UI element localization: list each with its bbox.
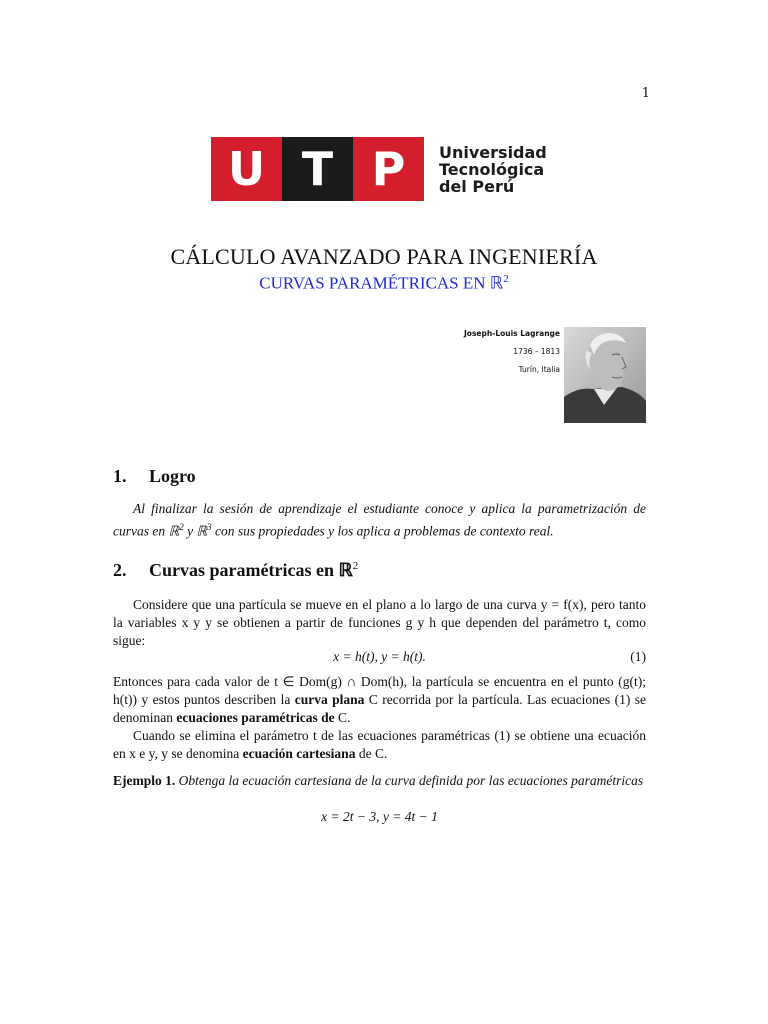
section-2-heading [113,560,358,581]
parametric-paragraph [113,673,646,727]
cart-text-b: ecuación cartesiana [242,746,356,761]
cart-text-a: Cuando se elimina el parámetro t de las ecuaciones paramétricas (1) se obtiene una ecuación en x e y, y se denomina [113,728,646,761]
section-1-title: Logro [149,466,196,486]
cartesian-paragraph [113,727,646,763]
logo-line-3: del Perú [439,176,515,196]
logo-line-1: Universidad [439,142,547,162]
logo-letter-t: T [282,137,353,201]
intro-paragraph: Considere que una partícula se mueve en el plano a lo largo de una curva y = f(x), pero tanto la variables x y y se obtienen a partir de funciones g y h que dependen del parámetro t, como sigue: [113,597,646,648]
logo-letter-p: P [353,137,424,201]
goal-paragraph [113,500,646,541]
example-1-paragraph [113,772,646,790]
param-text-d: ecuaciones paramétricas de [176,710,335,725]
lagrange-portrait-image [564,327,646,423]
param-text-c: C recorrida por la partícula. Las ecuaciones (1) se denominan [113,692,646,725]
portrait-name: Joseph-Louis Lagrange [464,329,560,338]
cart-text-c: de C. [355,746,388,761]
param-text-e: C. [334,710,351,725]
portrait-place: Turín, Italia [518,365,560,374]
document-subtitle [0,273,768,294]
subtitle-text: CURVAS PARAMÉTRICAS EN ℝ [259,273,504,293]
param-text-b: curva plana [294,692,365,707]
portrait-caption [440,325,560,379]
goal-text-c: con sus propiedades y los aplica a problemas de contexto real. [211,523,554,539]
portrait-years: 1736 – 1813 [513,347,560,356]
example-1-text: Obtenga la ecuación cartesiana de la curva definida por las ecuaciones paramétricas [175,773,644,788]
param-text-a: Entonces para cada valor de t ∈ Dom(g) ∩ Dom(h), la partícula se encuentra en el punto (g(t); h(t)) y estos puntos describen la [113,674,646,707]
equation-2-body: x = 2t − 3, y = 4t − 1 [321,809,438,824]
section-2-title: Curvas paramétricas en ℝ [149,560,353,580]
subtitle-sup: 2 [503,273,509,285]
document-title: CÁLCULO AVANZADO PARA INGENIERÍA [170,244,598,269]
section-2-number: 2. [113,560,127,580]
goal-text-a: Al finalizar la sesión de aprendizaje el estudiante conoce y aplica la parametrización de curvas en ℝ [113,501,646,539]
example-1-label: Ejemplo 1. [113,773,176,788]
equation-1-body: x = h(t), y = h(t). [333,649,426,664]
goal-sup-1: 2 [179,522,184,532]
goal-sup-2: 3 [207,522,212,532]
utp-logo [211,137,547,201]
equation-1-label: (1) [630,649,646,664]
section-1-number: 1. [113,466,127,486]
section-1-heading [113,466,196,487]
goal-text-b: y ℝ [183,523,208,539]
equation-1 [113,648,646,666]
equation-2 [113,808,646,826]
section-2-sup: 2 [352,560,359,572]
logo-wordmark [439,144,547,195]
logo-letter-u: U [211,137,282,201]
page-number: 1 [641,86,650,101]
logo-line-2: Tecnológica [439,159,545,179]
